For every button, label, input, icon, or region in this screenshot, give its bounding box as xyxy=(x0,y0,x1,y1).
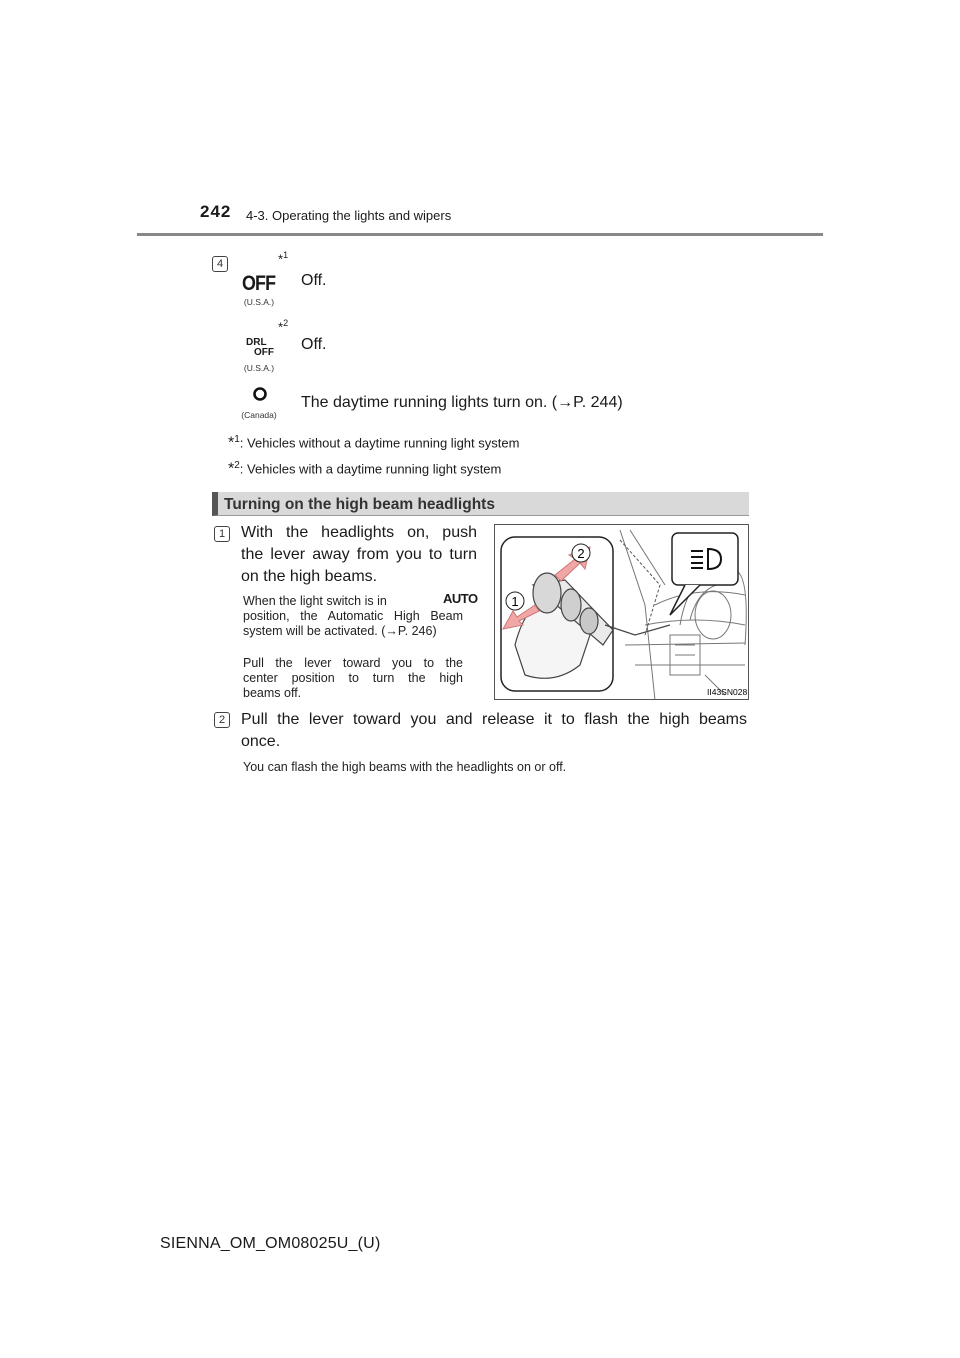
region-label: (U.S.A.) xyxy=(243,363,275,373)
row-text: Off. xyxy=(301,336,327,353)
row-text: The daytime running lights turn on. (→P. 244) xyxy=(301,394,623,411)
step1-note2: Pull the lever toward you to the center position to turn the high beams off. xyxy=(243,656,463,700)
page-number: 242 xyxy=(200,202,232,221)
off-icon: OFF xyxy=(242,272,276,295)
step1-text: With the headlights on, push the lever away from you to turn on the high beams. xyxy=(241,524,477,585)
footnote-mark: *$^2$ xyxy=(278,318,289,335)
step-number-2: 2 xyxy=(214,712,230,728)
header-divider xyxy=(137,233,823,236)
callout-1: 1 xyxy=(511,594,519,609)
footnote-mark: *$^1$ xyxy=(278,250,289,267)
arrow-right-icon: → xyxy=(557,394,574,411)
drl-off-icon xyxy=(246,338,274,358)
step1-note1: When the light switch is in position, the Automatic High Beam system will be activated. (→P. 246) xyxy=(243,594,463,638)
drl-icon-top: DRL xyxy=(246,337,267,348)
footnote-1: *$^1$: Vehicles without a daytime running light system xyxy=(228,434,520,452)
note-line: When the light switch is in xyxy=(243,594,387,608)
step2-text: Pull the lever toward you and release it to flash the high beams once. xyxy=(241,711,747,750)
document-code: SIENNA_OM_OM08025U_(U) xyxy=(160,1235,381,1252)
auto-icon: AUTO xyxy=(443,591,478,606)
drl-icon-bottom: OFF xyxy=(254,347,274,358)
region-label: (Canada) xyxy=(241,410,277,420)
step2-note: You can flash the high beams with the headlights on or off. xyxy=(243,760,567,774)
circle-o-icon xyxy=(252,386,268,407)
arrow-right-icon: → xyxy=(385,624,398,638)
item-number-4: 4 xyxy=(212,256,228,272)
callout-2: 2 xyxy=(577,546,585,561)
footnote-2: *$^2$: Vehicles with a daytime running light system xyxy=(228,460,502,478)
figure-code: II43SN028 xyxy=(707,687,748,697)
step-number-1: 1 xyxy=(214,526,230,542)
region-label: (U.S.A.) xyxy=(243,297,275,307)
chapter-title: 4-3. Operating the lights and wipers xyxy=(246,208,452,223)
steering-lever-illustration xyxy=(494,524,749,700)
illustration-drawing xyxy=(495,525,749,700)
section-title: Turning on the high beam headlights xyxy=(224,496,495,513)
row-text: Off. xyxy=(301,272,327,289)
